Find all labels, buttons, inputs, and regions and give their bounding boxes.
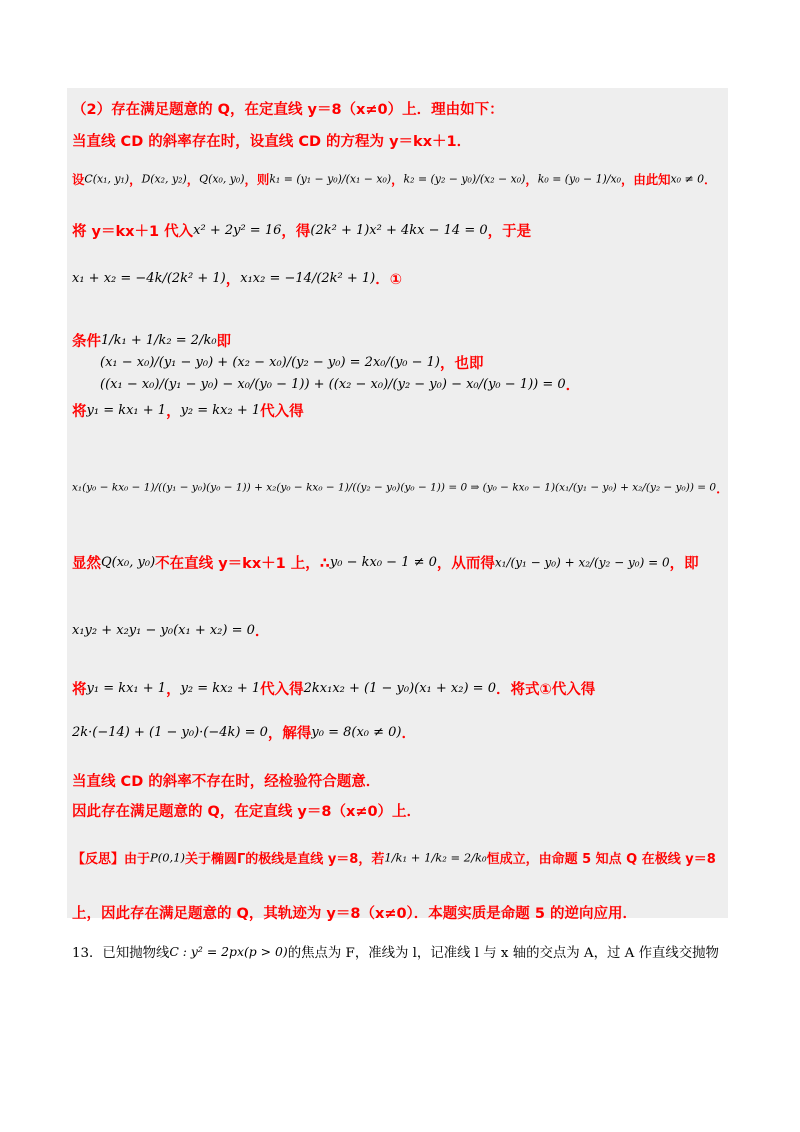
line-solve (72, 722, 416, 743)
text: （2）存在满足题意的 Q，在定直线 y＝8（x≠0）上．理由如下： (72, 102, 504, 118)
text: 代入得 (260, 682, 304, 698)
math-ellipse: x² + 2y² = 16 (193, 223, 282, 238)
math-sum-zero: x₁/(y₁ − y₀) + x₂/(y₂ − y₀) = 0 (494, 555, 670, 570)
text: 将 (72, 404, 87, 420)
text: ． (254, 624, 270, 640)
text: 关于椭圆Γ的极线是直线 y＝8，若 (185, 852, 385, 867)
text: 代入得 (260, 404, 304, 420)
text: 不在直线 y＝kx＋1 上，∴ (155, 556, 330, 572)
line-condition-expanded (100, 352, 484, 373)
text: ， (225, 272, 241, 288)
line-q-not-on-line (72, 552, 699, 573)
text: ， (391, 172, 404, 187)
math-y1: y₁ = kx₁ + 1 (86, 681, 167, 696)
text: 的焦点为 F，准线为 l，记准线 l 与 x 轴的交点为 A，过 A 作直线交抛物 (287, 946, 719, 961)
line-define-points (72, 170, 716, 188)
text: 上，因此存在满足题意的 Q，其轨迹为 y＝8（x≠0）．本题实质是命题 5 的逆向应用． (72, 906, 637, 922)
text: ， (166, 404, 181, 420)
solution-panel (67, 88, 728, 918)
text: 将 (72, 682, 87, 698)
math-condition-2: (x₁ − x₀)/(y₁ − y₀) + (x₂ − x₀)/(y₂ − y₀) = 2x₀/(y₀ − 1) (100, 355, 440, 370)
line-substitute-again (72, 678, 595, 699)
math-y2: y₂ = kx₂ + 1 (180, 403, 261, 418)
text: ， (525, 172, 538, 187)
text: ，则 (244, 172, 270, 187)
text: 13．已知抛物线 (72, 946, 170, 961)
text: ，从而得 (436, 556, 495, 572)
text: ，也即 (440, 356, 484, 372)
math-cross: x₁y₂ + x₂y₁ − y₀(x₁ + x₂) = 0 (72, 623, 255, 638)
text: 因此存在满足题意的 Q，在定直线 y＝8（x≠0）上． (72, 804, 422, 820)
math-k0: k₀ = (y₀ − 1)/x₀ (537, 172, 621, 186)
text: 即 (216, 334, 232, 350)
text: 当直线 CD 的斜率存在时，设直线 CD 的方程为 y＝kx＋1． (72, 134, 472, 150)
math-point-c: C(x₁, y₁) (84, 172, 130, 186)
text: ， (129, 172, 142, 187)
text: ． (565, 378, 581, 394)
line-slope-not-exist (72, 770, 380, 791)
text: ，于是 (487, 224, 532, 240)
text: ，由此知 (620, 172, 671, 187)
text: ，解得 (267, 726, 312, 742)
math-point-q: Q(x₀, y₀) (101, 555, 156, 570)
line-reflection (72, 848, 716, 867)
line-condition (72, 330, 231, 351)
line-cross-product (72, 620, 269, 641)
math-sum-roots: x₁ + x₂ = −4k/(2k² + 1) (72, 271, 226, 286)
math-y2: y₂ = kx₂ + 1 (180, 681, 261, 696)
text: 将 y＝kx＋1 代入 (72, 224, 194, 240)
line-condition-rearranged (100, 374, 580, 395)
line-substitute-y (72, 400, 304, 421)
text: 恒成立，由命题 5 知点 Q 在极线 y＝8 (486, 852, 716, 867)
text: 当直线 CD 的斜率不存在时，经检验符合题意． (72, 774, 381, 790)
text: ． (401, 726, 416, 742)
math-k1: k₁ = (y₁ − y₀)/(x₁ − x₀) (269, 172, 392, 186)
math-point-q: Q(x₀, y₀) (199, 172, 245, 186)
math-answer: y₀ = 8(x₀ ≠ 0) (311, 725, 402, 740)
math-substituted: 2k·(−14) + (1 − y₀)·(−4k) = 0 (72, 725, 268, 740)
text: ．将式①代入得 (495, 682, 596, 698)
math-condition-3: ((x₁ − x₀)/(y₁ − y₀) − x₀/(y₀ − 1)) + ((x₂ − x₀)/(y₂ − y₀) − x₀/(y₀ − 1)) = 0 (100, 377, 566, 392)
math-x0-nonzero: x₀ ≠ 0 (670, 172, 705, 186)
line-conclusion (72, 800, 421, 821)
math-point-d: D(x₂, y₂) (141, 172, 187, 186)
text: ． (716, 482, 730, 497)
math-y1: y₁ = kx₁ + 1 (86, 403, 167, 418)
math-nonzero: y₀ − kx₀ − 1 ≠ 0 (329, 555, 437, 570)
math-condition: 1/k₁ + 1/k₂ = 2/k₀ (101, 333, 217, 348)
math-condition: 1/k₁ + 1/k₂ = 2/k₀ (384, 850, 487, 865)
math-k2: k₂ = (y₂ − y₀)/(x₂ − x₀) (403, 172, 526, 186)
line-vieta (72, 268, 402, 289)
math-derivation: x₁(y₀ − kx₀ − 1)/((y₁ − y₀)(y₀ − 1)) + x₂(y₀ − kx₀ − 1)/((y₂ − y₀)(y₀ − 1)) = 0 ⇒ (y₀ − kx₀ − 1)(x₁/(y₁ − y₀) + x₂/(y₂ − y₀)) = 0 (72, 481, 717, 494)
line-substitute-ellipse (72, 220, 531, 241)
math-point-p: P(0,1) (150, 850, 186, 865)
text: ，得 (281, 224, 311, 240)
line-part2-header (72, 98, 504, 119)
math-result: 2kx₁x₂ + (1 − y₀)(x₁ + x₂) = 0 (303, 681, 496, 696)
text: ． (704, 172, 717, 187)
line-reflection-end (72, 902, 637, 923)
text: 【反思】由于 (72, 852, 151, 867)
math-quadratic: (2k² + 1)x² + 4kx − 14 = 0 (310, 223, 488, 238)
text: ， (186, 172, 200, 187)
text: 条件 (72, 334, 101, 350)
text: 显然 (72, 556, 101, 572)
text: ， (166, 682, 181, 698)
math-parabola: C : y² = 2px(p > 0) (169, 944, 288, 959)
math-product-roots: x₁x₂ = −14/(2k² + 1) (240, 271, 376, 286)
line-slope-exists (72, 130, 471, 151)
text: ．① (375, 272, 403, 288)
text: 设 (72, 172, 85, 187)
text: ，即 (669, 556, 699, 572)
problem-13 (72, 942, 719, 961)
line-derived-equation (72, 478, 729, 497)
